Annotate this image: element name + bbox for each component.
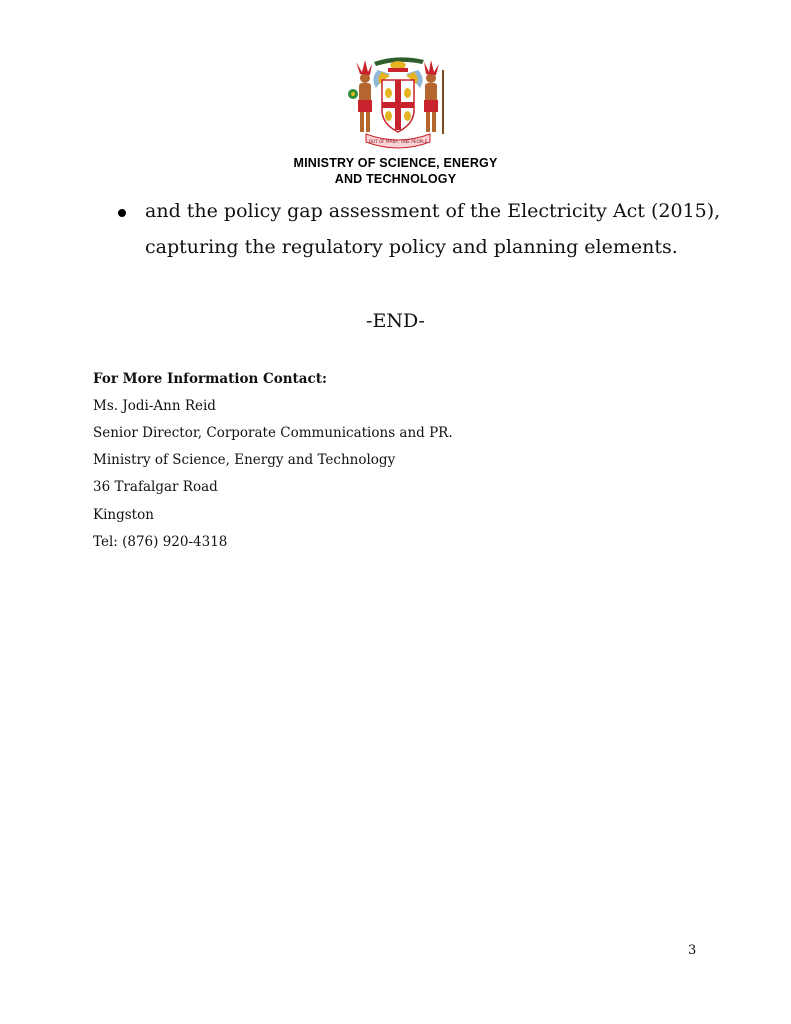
contact-address: 36 Trafalgar Road <box>93 479 218 495</box>
ministry-name-line1: MINISTRY OF SCIENCE, ENERGY <box>293 156 498 170</box>
end-marker: -END- <box>366 310 425 332</box>
bullet-dot-icon <box>118 209 126 217</box>
contact-city: Kingston <box>93 507 154 523</box>
contact-ministry: Ministry of Science, Energy and Technology <box>93 452 396 468</box>
contact-phone: Tel: (876) 920-4318 <box>93 534 228 550</box>
bullet-text-line2: capturing the regulatory policy and planning elements. <box>145 236 678 258</box>
motto-text: OUT OF MANY, ONE PEOPLE <box>368 139 428 144</box>
contact-title: Senior Director, Corporate Communications and PR. <box>93 425 453 441</box>
coat-of-arms-logo <box>344 48 452 152</box>
bullet-text-line1: and the policy gap assessment of the Electricity Act (2015), <box>145 200 721 222</box>
ministry-name-line2: AND TECHNOLOGY <box>334 172 457 186</box>
page-number: 3 <box>688 943 697 958</box>
contact-name: Ms. Jodi-Ann Reid <box>93 398 216 414</box>
contact-heading: For More Information Contact: <box>93 371 327 387</box>
